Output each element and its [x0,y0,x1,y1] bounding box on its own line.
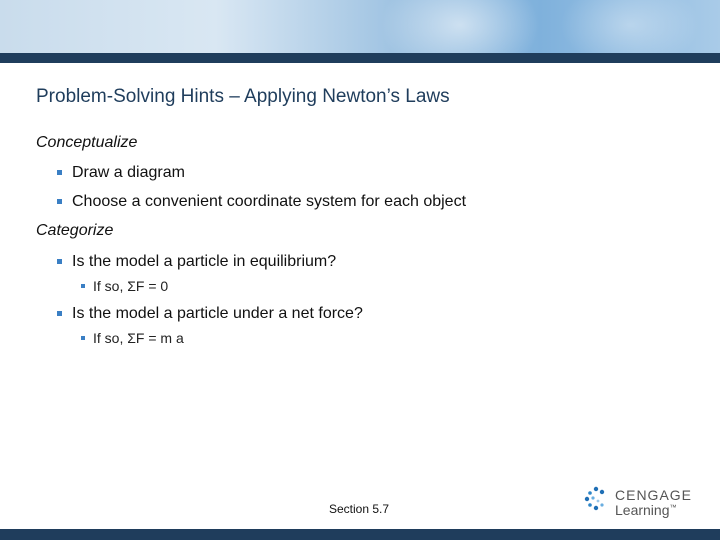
banner-glow [560,0,700,53]
bottom-rule [0,529,720,540]
sub-bullet-item [36,330,696,346]
square-bullet-icon [81,336,85,340]
bullet-text: Draw a diagram [72,164,185,181]
bullet-item [36,193,696,211]
bullet-item [36,253,696,271]
bullet-text: Is the model a particle under a net force? [72,305,363,322]
logo-wordmark-line2 [615,502,677,518]
section-heading-conceptualize: Conceptualize [36,134,138,151]
bullet-text: Choose a convenient coordinate system for each object [72,193,467,210]
logo-wordmark-line1: CENGAGE [615,487,693,503]
slide-content [36,134,696,346]
section-heading-categorize: Categorize [36,222,114,239]
top-rule [0,53,720,63]
slide-title: Problem-Solving Hints – Applying Newton’s Laws [36,86,450,107]
cengage-logo [583,486,693,520]
square-bullet-icon [81,284,85,288]
square-bullet-icon [57,199,62,204]
footer-section-label: Section 5.7 [328,502,390,516]
square-bullet-icon [57,170,62,175]
sub-bullet-text: If so, ΣF = m a [93,330,184,346]
logo-trademark: ™ [669,504,677,512]
sub-bullet-item [36,278,696,294]
cengage-mark-icon [583,486,609,516]
bullet-item [36,164,696,182]
bullet-text: Is the model a particle in equilibrium? [72,253,337,270]
square-bullet-icon [57,259,62,264]
sub-bullet-text: If so, ΣF = 0 [93,278,169,294]
banner-glow [380,0,540,53]
logo-wordmark-learning: Learning [615,502,670,518]
top-banner [0,0,720,53]
square-bullet-icon [57,311,62,316]
bullet-item [36,305,696,323]
